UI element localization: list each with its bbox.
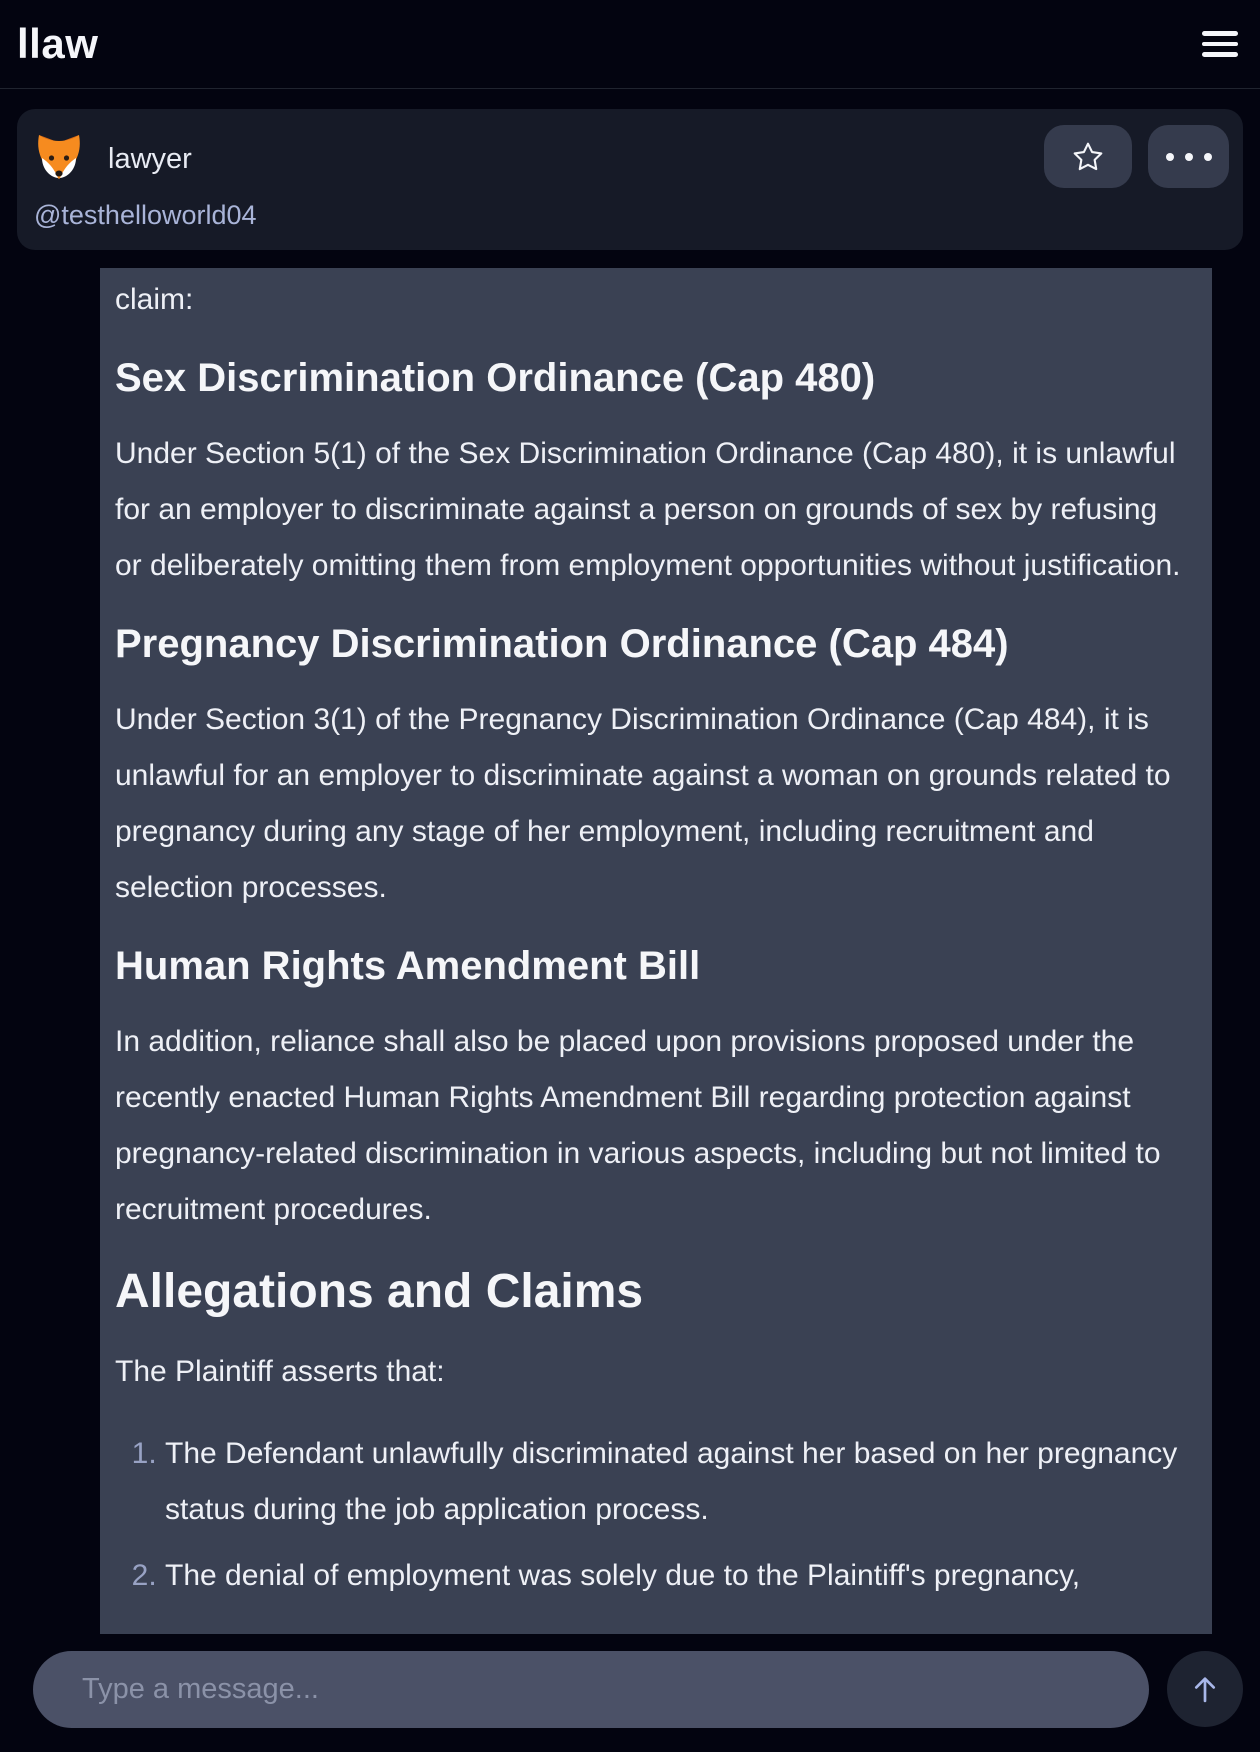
hamburger-menu-icon <box>1202 52 1238 57</box>
send-button[interactable] <box>1167 1651 1243 1727</box>
arrow-up-icon <box>1186 1670 1224 1708</box>
ellipsis-icon <box>1166 153 1212 161</box>
fox-avatar-icon <box>35 133 83 181</box>
section-heading: Pregnancy Discrimination Ordinance (Cap 484) <box>115 622 1009 666</box>
message-input[interactable] <box>33 1651 1149 1728</box>
claim-item: 2. The denial of employment was solely due to the Plaintiff's pregnancy, <box>165 1548 1188 1604</box>
favorite-button[interactable] <box>1044 125 1132 188</box>
agent-card <box>17 109 1243 250</box>
section-paragraph: Under Section 5(1) of the Sex Discrimination Ordinance (Cap 480), it is unlawful for an employer to discriminate against a person on grounds of sex by refusing or deliberately omitting them from employment opportunities without justification. <box>115 437 1181 582</box>
legal-document <box>115 272 1188 1604</box>
section-paragraph: In addition, reliance shall also be placed upon provisions proposed under the recently enacted Human Rights Amendment Bill regarding protection against pregnancy-related discrimination in various aspects, including but not limited to recruitment procedures. <box>115 1025 1161 1226</box>
section-heading: Sex Discrimination Ordinance (Cap 480) <box>115 356 876 400</box>
doc-intro: claim: <box>115 283 194 316</box>
app-title: llaw <box>17 20 99 67</box>
section-paragraph: The Plaintiff asserts that: <box>115 1355 445 1388</box>
agent-handle: @testhelloworld04 <box>34 200 257 230</box>
document-panel[interactable] <box>100 268 1212 1634</box>
section-paragraph: Under Section 3(1) of the Pregnancy Discrimination Ordinance (Cap 484), it is unlawful for an employer to discriminate against a woman on grounds related to pregnancy during any stage of her employment, including recruitment and selection processes. <box>115 703 1171 904</box>
claims-list <box>115 1426 1188 1604</box>
hamburger-menu-icon <box>1202 31 1238 36</box>
section-heading: Human Rights Amendment Bill <box>115 944 701 988</box>
claim-item: 1. The Defendant unlawfully discriminated against her based on her pregnancy status during the job application process. <box>165 1426 1188 1538</box>
section-heading: Allegations and Claims <box>115 1265 644 1318</box>
menu-button[interactable] <box>1202 27 1238 61</box>
more-button[interactable] <box>1148 125 1229 188</box>
top-bar <box>0 0 1260 89</box>
hamburger-menu-icon <box>1202 42 1238 47</box>
star-icon <box>1070 140 1106 174</box>
agent-name: lawyer <box>108 143 192 175</box>
